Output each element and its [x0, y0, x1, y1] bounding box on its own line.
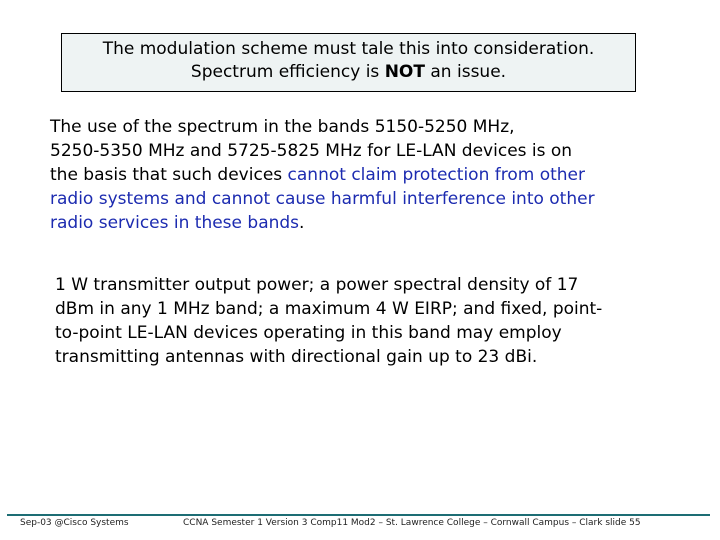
footer-date-copyright: Sep-03 @Cisco Systems [20, 518, 129, 528]
callout-line-2 [62, 61, 635, 84]
para2-line-3: to-point LE-LAN devices operating in this band may employ [55, 323, 562, 343]
callout-line-2-end: an issue. [424, 62, 507, 82]
footer-divider [7, 514, 710, 516]
para2-line-1: 1 W transmitter output power; a power spectral density of 17 [55, 275, 579, 295]
para1-line-4-highlight: radio systems and cannot cause harmful interference into other [50, 189, 595, 209]
footer-course-info: CCNA Semester 1 Version 3 Comp11 Mod2 – St. Lawrence College – Cornwall Campus – Clark slide 55 [183, 518, 641, 528]
para1-line-1: The use of the spectrum in the bands 5150-5250 MHz, [50, 117, 515, 137]
callout-line-2-start: Spectrum efficiency is [190, 62, 385, 82]
callout-emphasis: NOT [384, 62, 425, 82]
para2-line-4: transmitting antennas with directional gain up to 23 dBi. [55, 347, 538, 367]
callout-box [61, 33, 636, 92]
para1-line-5 [50, 211, 660, 235]
para1-line-3-text: the basis that such devices [50, 165, 288, 185]
para1-line-5-highlight: radio services in these bands [50, 213, 300, 233]
para1-line-2: 5250-5350 MHz and 5725-5825 MHz for LE-LAN devices is on [50, 141, 573, 161]
callout-line-1: The modulation scheme must tale this into consideration. [102, 39, 595, 59]
spectrum-use-paragraph [50, 115, 660, 235]
para1-line-3 [50, 163, 660, 187]
power-limits-paragraph [55, 273, 655, 369]
para1-line-3-highlight: cannot claim protection from other [287, 165, 586, 185]
para1-line-5-period: . [299, 213, 305, 233]
para2-line-2: dBm in any 1 MHz band; a maximum 4 W EIRP; and fixed, point- [55, 299, 603, 319]
